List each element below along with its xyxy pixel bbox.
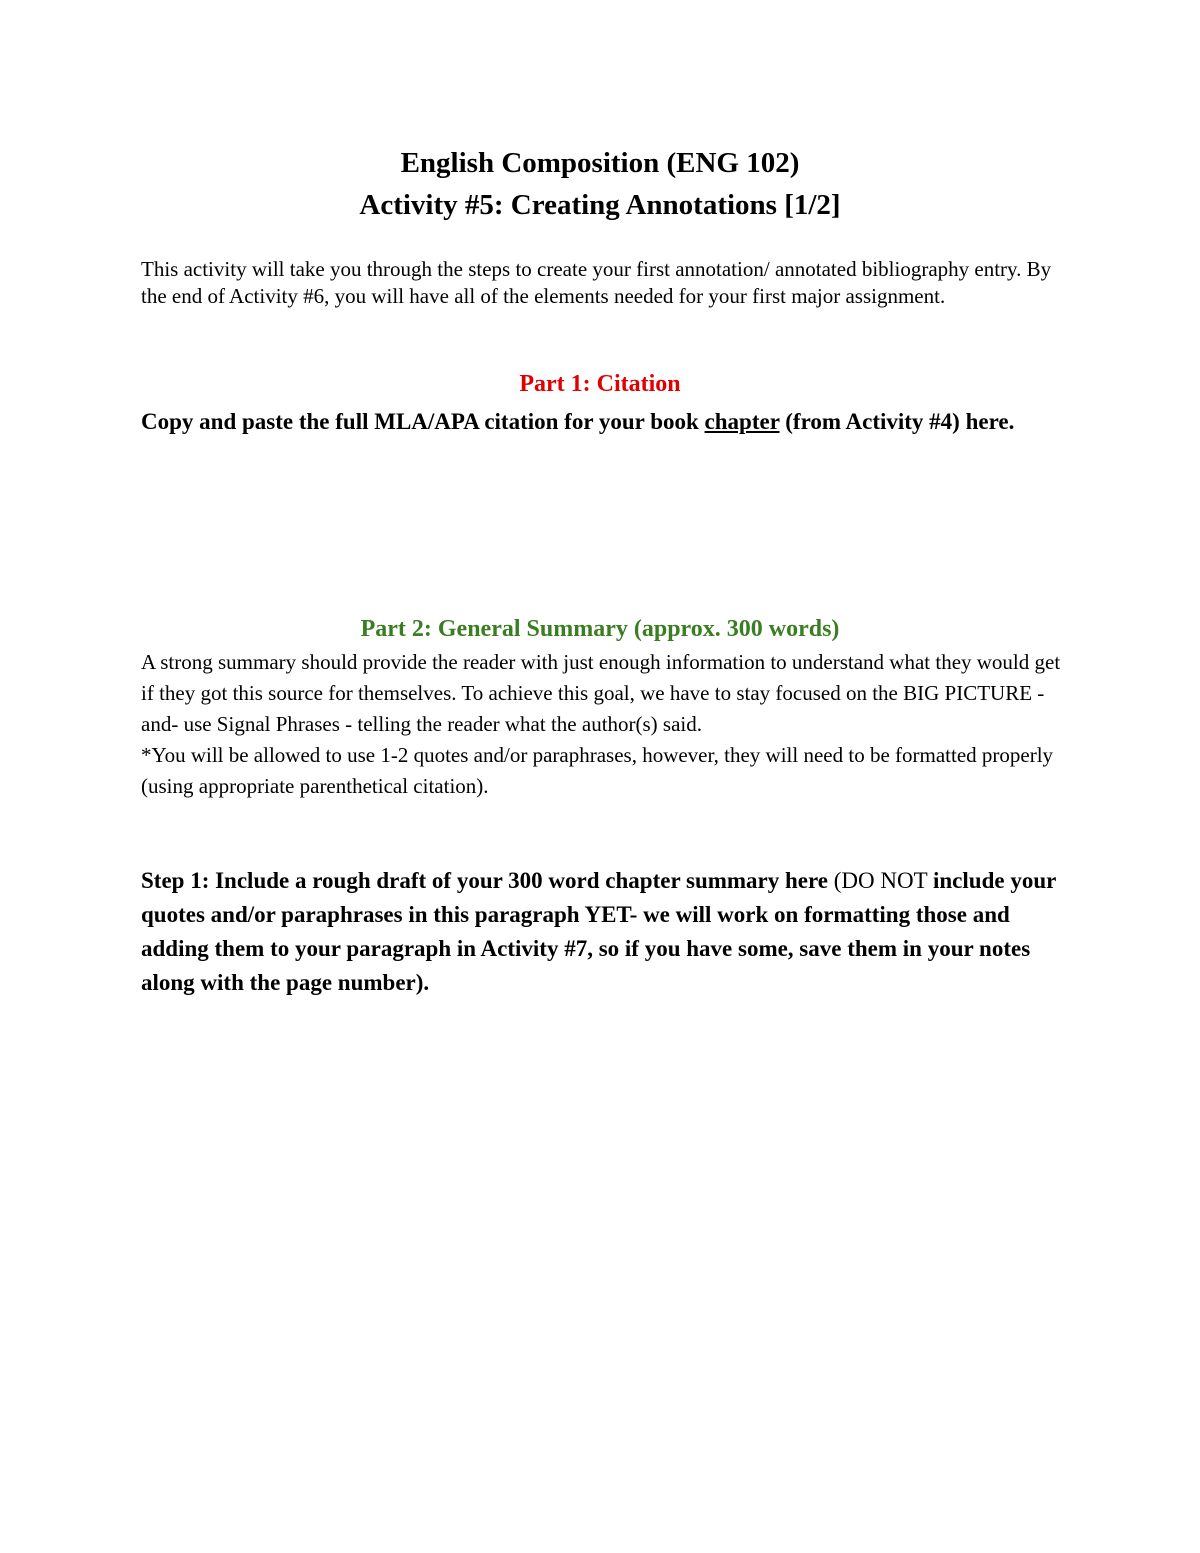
part1-instruction xyxy=(141,405,1071,438)
part1-heading: Part 1: Citation xyxy=(519,371,681,397)
step1-bold-end: include your quotes and/or paraphrases in this paragraph YET- we will work on formatting those and adding them to your paragraph in Activity #7, so if you have some, save them in your notes along with the page number). xyxy=(141,868,1056,995)
quotes-note-paragraph: *You will be allowed to use 1-2 quotes and/or paraphrases, however, they will need to be formatted properly (using appropriate parenthetical citation). xyxy=(141,743,1054,798)
step1-bold-start: Step 1: Include a rough draft of your 300 word chapter summary here xyxy=(141,868,829,893)
activity-title: Activity #5: Creating Annotations [1/2] xyxy=(359,189,841,221)
part1-instruction-underlined: chapter xyxy=(704,409,780,434)
step1-instruction xyxy=(141,864,1071,1000)
part2-body xyxy=(141,647,1071,802)
part1-instruction-start: Copy and paste the full MLA/APA citation for your book xyxy=(141,409,705,434)
intro-paragraph: This activity will take you through the steps to create your first annotation/ annotated bibliography entry. By the end of Activity #6, you will have all of the elements needed for your first major assignment. xyxy=(141,257,1052,308)
document-title xyxy=(0,142,1200,226)
part2-heading: Part 2: General Summary (approx. 300 words) xyxy=(360,616,840,642)
part1-instruction-end: (from Activity #4) here. xyxy=(779,409,1015,434)
course-title: English Composition (ENG 102) xyxy=(400,147,800,179)
summary-guidance-paragraph: A strong summary should provide the reader with just enough information to understand what they would get if they got this source for themselves. To achieve this goal, we have to stay focused on the BIG PICTURE -and- use Signal Phrases - telling the reader what the author(s) said. xyxy=(141,650,1061,736)
step1-normal: (DO NOT xyxy=(828,868,933,893)
